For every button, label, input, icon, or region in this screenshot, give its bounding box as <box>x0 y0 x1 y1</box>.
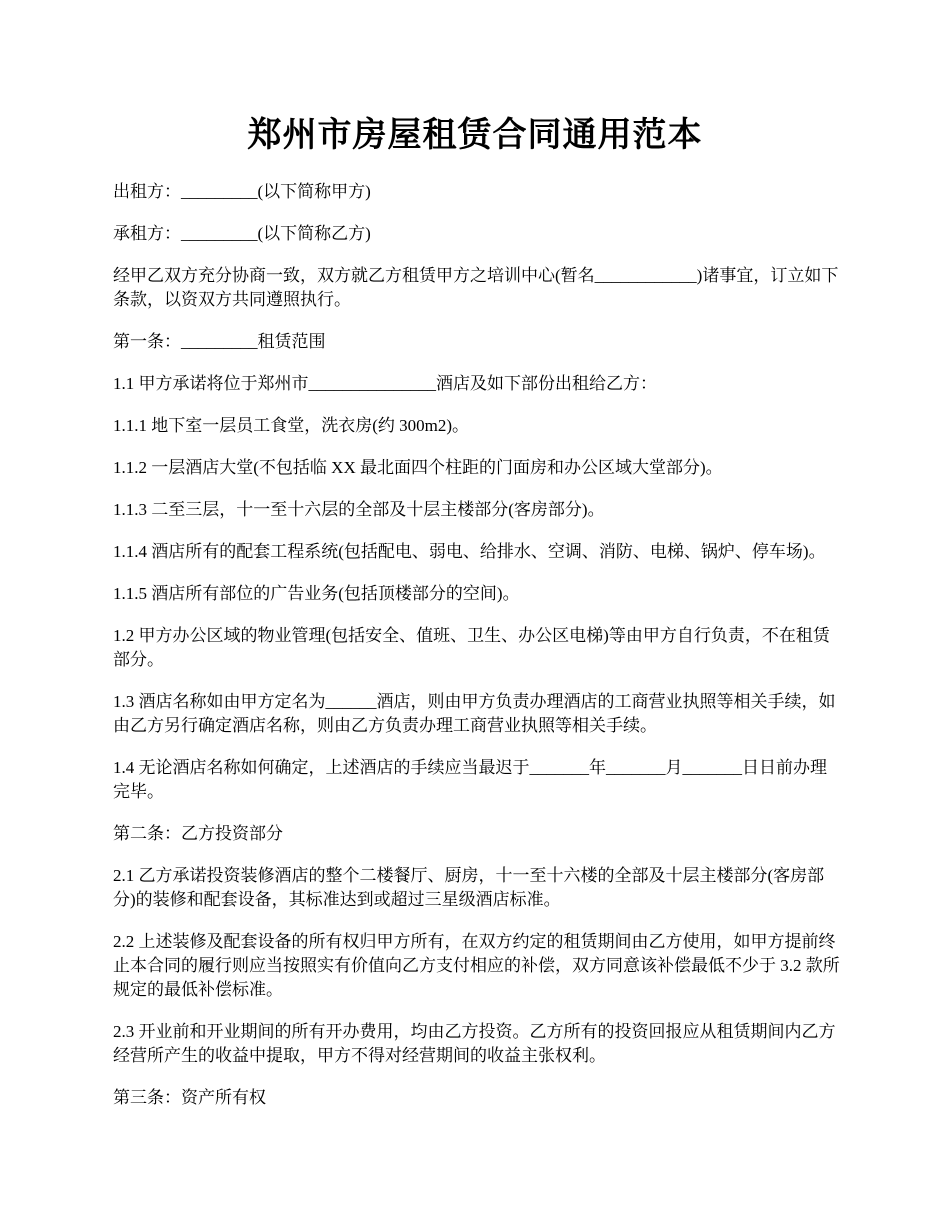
party-lessor: 出租方：_________(以下简称甲方) <box>113 182 371 201</box>
clause-1-1-1: 1.1.1 地下室一层员工食堂，洗衣房(约 300m2)。 <box>113 416 470 435</box>
document-title: 郑州市房屋租赁合同通用范本 <box>247 117 703 154</box>
clause-1-1: 1.1 甲方承诺将位于郑州市_______________酒店及如下部份出租给乙方： <box>113 374 657 393</box>
article-3-heading: 第三条：资产所有权 <box>113 1088 266 1107</box>
article-1-heading: 第一条：_________租赁范围 <box>113 332 326 351</box>
clause-2-1: 2.1 乙方承诺投资装修酒店的整个二楼餐厅、厨房，十一至十六楼的全部及十层主楼部分(客房部分)的装修和配套设备，其标准达到或超过三星级酒店标准。 <box>113 866 825 909</box>
clause-1-3: 1.3 酒店名称如由甲方定名为______酒店，则由甲方负责办理酒店的工商营业执照等相关手续，如由乙方另行确定酒店名称，则由乙方负责办理工商营业执照等相关手续。 <box>113 692 836 735</box>
clause-2-2: 2.2 上述装修及配套设备的所有权归甲方所有，在双方约定的租赁期间由乙方使用，如甲方提前终止本合同的履行则应当按照实有价值向乙方支付相应的补偿，双方同意该补偿最低不少于 3.2 款所规定的最低补偿标准。 <box>113 932 840 999</box>
clause-1-4: 1.4 无论酒店名称如何确定，上述酒店的手续应当最迟于_______年_______月_______日日前办理完毕。 <box>113 758 827 801</box>
preamble: 经甲乙双方充分协商一致，双方就乙方租赁甲方之培训中心(暂名____________)诸事宜，订立如下条款，以资双方共同遵照执行。 <box>113 266 839 309</box>
party-lessee: 承租方：_________(以下简称乙方) <box>113 224 371 243</box>
clause-1-1-2: 1.1.2 一层酒店大堂(不包括临 XX 最北面四个柱距的门面房和办公区域大堂部分)。 <box>113 458 723 477</box>
clause-2-3: 2.3 开业前和开业期间的所有开办费用，均由乙方投资。乙方所有的投资回报应从租赁期间内乙方经营所产生的收益中提取，甲方不得对经营期间的收益主张权利。 <box>113 1022 836 1065</box>
document-body <box>113 180 843 1128</box>
clause-1-1-5: 1.1.5 酒店所有部位的广告业务(包括顶楼部分的空间)。 <box>113 584 520 603</box>
clause-1-1-3: 1.1.3 二至三层，十一至十六层的全部及十层主楼部分(客房部分)。 <box>113 500 605 519</box>
clause-1-1-4: 1.1.4 酒店所有的配套工程系统(包括配电、弱电、给排水、空调、消防、电梯、锅炉、停车场)。 <box>113 542 826 561</box>
clause-1-2: 1.2 甲方办公区域的物业管理(包括安全、值班、卫生、办公区电梯)等由甲方自行负责，不在租赁部分。 <box>113 626 830 669</box>
article-2-heading: 第二条：乙方投资部分 <box>113 824 283 843</box>
